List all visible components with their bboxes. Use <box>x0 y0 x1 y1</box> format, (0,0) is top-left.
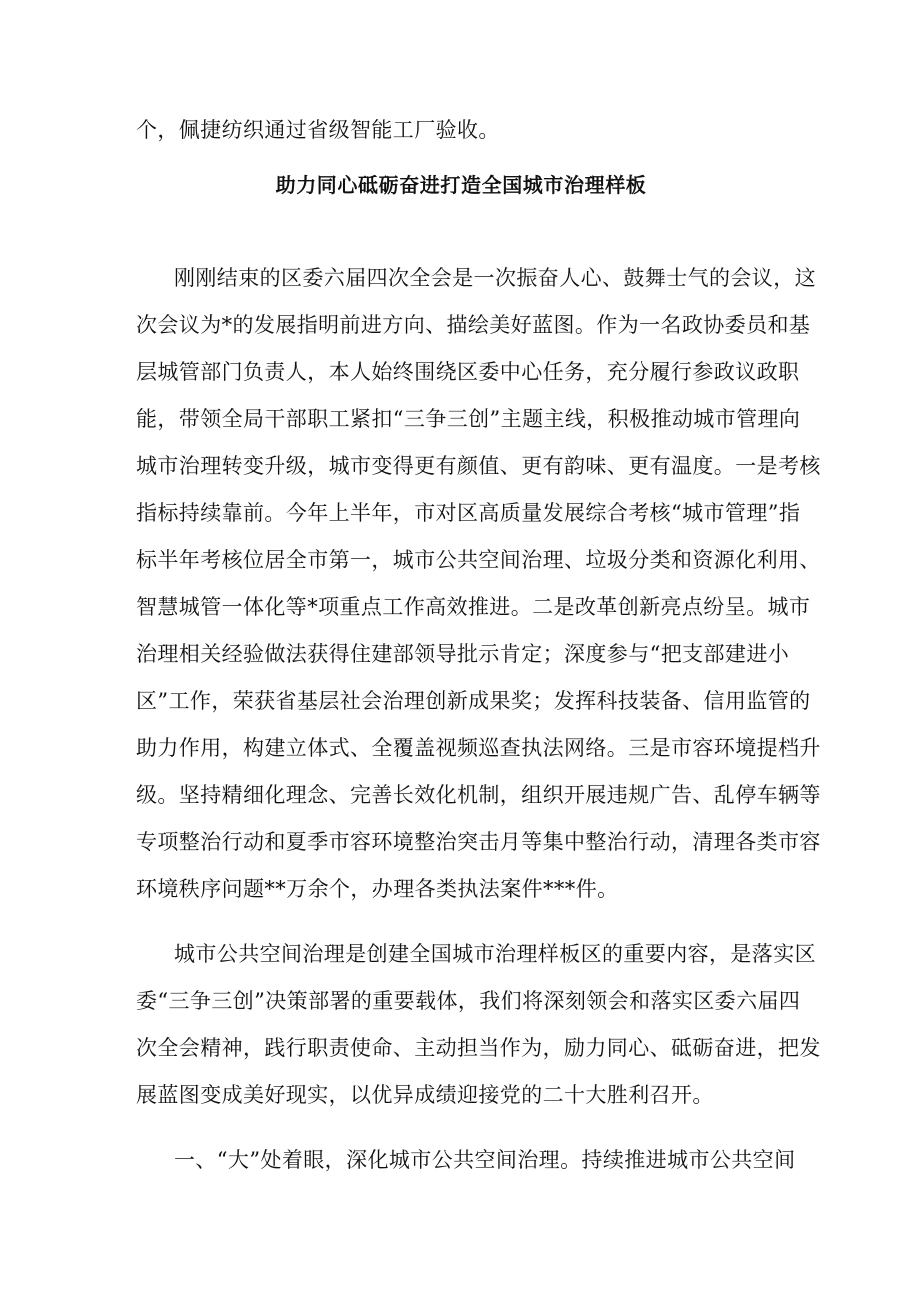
paragraph-line: 专项整治行动和夏季市容环境整治突击月等集中整治行动，清理各类市容 <box>136 830 821 854</box>
paragraph-line: 区”工作，荣获省基层社会治理创新成果奖；发挥科技装备、信用监管的 <box>136 689 811 713</box>
paragraph-line: 治理相关经验做法获得住建部领导批示肯定；深度参与“把支部建进小 <box>136 642 790 666</box>
paragraph-line: 次全会精神，践行职责使命、主动担当作为，励力同心、砥砺奋进，把发 <box>136 1036 821 1060</box>
paragraph-line: 城市治理转变升级，城市变得更有颜值、更有韵味、更有温度。一是考核 <box>136 454 821 478</box>
paragraph-line: 城市公共空间治理是创建全国城市治理样板区的重要内容，是落实区 <box>174 942 816 966</box>
paragraph-line: 智慧城管一体化等*项重点工作高效推进。二是改革创新亮点纷呈。城市 <box>136 595 811 619</box>
document-title: 助力同心砥砺奋进打造全国城市治理样板 <box>275 173 647 197</box>
paragraph-line: 助力作用，构建立体式、全覆盖视频巡查执法网络。三是市容环境提档升 <box>136 736 821 760</box>
paragraph-line: 能，带领全局干部职工紧扣“三争三创”主题主线，积极推动城市管理向 <box>136 407 801 431</box>
paragraph-line: 委“三争三创”决策部署的重要载体，我们将深刻领会和落实区委六届四 <box>136 989 801 1013</box>
paragraph-line: 级。坚持精细化理念、完善长效化机制，组织开展违规广告、乱停车辆等 <box>136 783 821 807</box>
paragraph-line: 刚刚结束的区委六届四次全会是一次振奋人心、鼓舞士气的会议，这 <box>174 266 816 290</box>
paragraph-line: 一、“大”处着眼，深化城市公共空间治理。持续推进城市公共空间 <box>174 1148 796 1172</box>
paragraph-line: 环境秩序问题**万余个，办理各类执法案件***件。 <box>136 877 619 901</box>
paragraph-line: 层城管部门负责人，本人始终围绕区委中心任务，充分履行参政议政职 <box>136 360 800 384</box>
paragraph-line: 指标持续靠前。今年上半年，市对区高质量发展综合考核“城市管理”指 <box>136 501 801 525</box>
fragment-line: 个，佩捷纺织通过省级智能工厂验收。 <box>136 118 500 142</box>
paragraph-line: 次会议为*的发展指明前进方向、描绘美好蓝图。作为一名政协委员和基 <box>136 313 811 337</box>
paragraph-line: 展蓝图变成美好现实，以优异成绩迎接党的二十大胜利召开。 <box>136 1083 714 1107</box>
paragraph-line: 标半年考核位居全市第一，城市公共空间治理、垃圾分类和资源化利用、 <box>136 548 821 572</box>
